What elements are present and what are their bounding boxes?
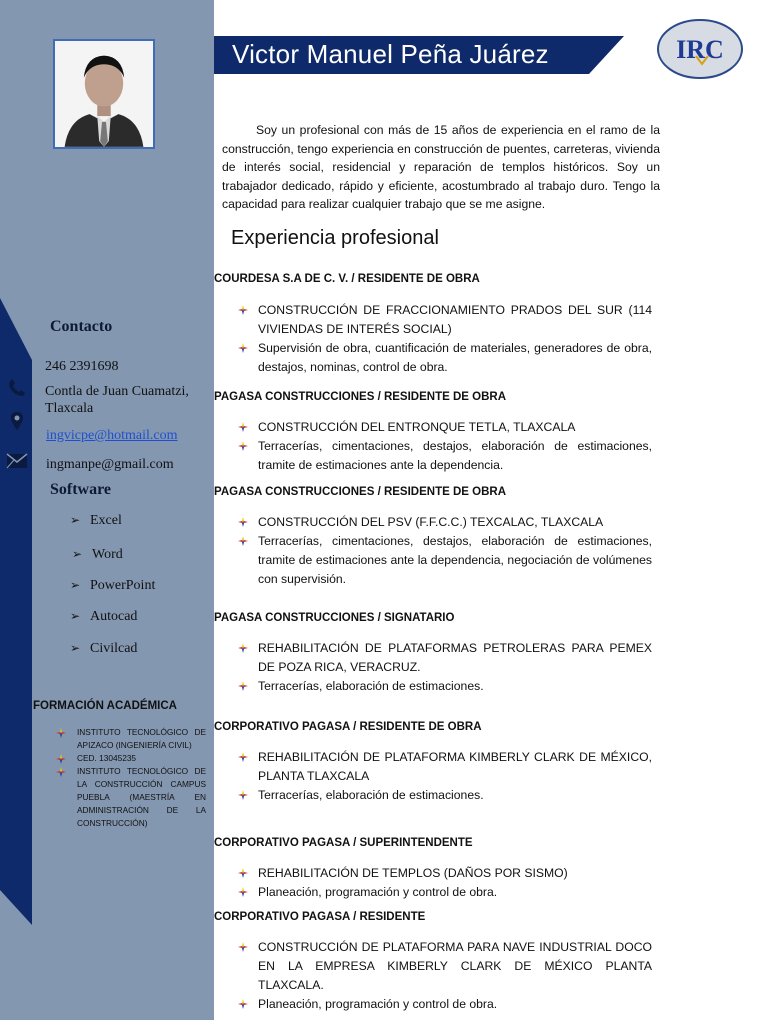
person-silhouette-icon <box>55 41 153 147</box>
education-item: INSTITUTO TECNOLÓGICO DE APIZACO (INGENIERÍA CIVIL) <box>56 726 206 752</box>
profile-summary: Soy un profesional con más de 15 años de experiencia en el ramo de la construcción, tengo experiencia en construcción de puentes, carreteras, vivienda de interés social, residencial y reparación de templos históricos. Soy un trabajador dedicado, rápido y eficiente, acostumbrado al trabajo duro. Tengo la capacidad para realizar cualquier trabajo que se me asigne. <box>222 123 660 212</box>
software-item: ➢ Autocad <box>70 609 138 624</box>
diamond-bullet-icon <box>238 681 248 691</box>
candidate-name: Victor Manuel Peña Juárez <box>232 39 549 69</box>
job-duty: Terracerías, elaboración de estimaciones. <box>238 786 652 805</box>
diamond-bullet-icon <box>238 868 248 878</box>
job-duty: Supervisión de obra, cuantificación de materiales, generadores de obra, destajos, nominas, control de obra. <box>238 339 652 377</box>
location-pin-icon <box>6 410 28 432</box>
sidebar-navy-stripe <box>0 0 214 1020</box>
job-duties-list <box>238 748 652 805</box>
contact-address: Contla de Juan Cuamatzi, Tlaxcala <box>45 384 189 416</box>
phone-icon <box>6 376 28 398</box>
job-duty: Terracerías, cimentaciones, destajos, elaboración de estimaciones, tramite de estimaciones ante la dependencia. <box>238 437 652 475</box>
job-duties-list <box>238 418 652 475</box>
diamond-bullet-icon <box>56 767 66 777</box>
job-title: CORPORATIVO PAGASA / SUPERINTENDENTE <box>214 837 473 849</box>
job-duties-list <box>238 639 652 696</box>
software-heading: Software <box>50 481 112 498</box>
job-title: PAGASA CONSTRUCCIONES / SIGNATARIO <box>214 612 455 624</box>
job-duty: Planeación, programación y control de obra. <box>238 995 652 1014</box>
logo-text: IRC <box>676 35 724 64</box>
diamond-bullet-icon <box>238 887 248 897</box>
diamond-bullet-icon <box>238 752 248 762</box>
job-duty: REHABILITACIÓN DE PLATAFORMAS PETROLERAS PARA PEMEX DE POZA RICA, VERACRUZ. <box>238 639 652 677</box>
arrow-bullet-icon: ➢ <box>70 578 81 592</box>
job-duties-list <box>238 513 652 589</box>
education-list <box>56 726 206 830</box>
diamond-bullet-icon <box>56 728 66 738</box>
company-logo <box>656 18 744 80</box>
software-item: ➢ Excel <box>70 513 122 528</box>
arrow-bullet-icon: ➢ <box>70 513 81 527</box>
job-duty: CONSTRUCCIÓN DEL PSV (F.F.C.C.) TEXCALAC, TLAXCALA <box>238 513 652 532</box>
diamond-bullet-icon <box>238 517 248 527</box>
job-duty: Planeación, programación y control de obra. <box>238 883 652 902</box>
arrow-bullet-icon: ➢ <box>70 641 81 655</box>
mail-icon <box>6 450 28 472</box>
arrow-bullet-icon: ➢ <box>72 547 83 561</box>
diamond-bullet-icon <box>238 441 248 451</box>
job-duty: REHABILITACIÓN DE PLATAFORMA KIMBERLY CLARK DE MÉXICO, PLANTA TLAXCALA <box>238 748 652 786</box>
education-item: INSTITUTO TECNOLÓGICO DE LA CONSTRUCCIÓN CAMPUS PUEBLA (MAESTRÍA EN ADMINISTRACIÓN DE LA CONSTRUCCIÓN) <box>56 765 206 830</box>
education-item: CED. 13045235 <box>56 752 206 765</box>
job-duty: Terracerías, cimentaciones, destajos, elaboración de estimaciones, tramite de estimaciones ante la dependencia, negociación de volúmenes con supervisión. <box>238 532 652 589</box>
job-title: CORPORATIVO PAGASA / RESIDENTE <box>214 911 426 923</box>
job-duties-list <box>238 301 652 377</box>
arrow-bullet-icon: ➢ <box>70 609 81 623</box>
job-duty: CONSTRUCCIÓN DEL ENTRONQUE TETLA, TLAXCALA <box>238 418 652 437</box>
diamond-bullet-icon <box>238 790 248 800</box>
job-title: PAGASA CONSTRUCCIONES / RESIDENTE DE OBRA <box>214 391 506 403</box>
software-item: ➢ Civilcad <box>70 641 138 656</box>
job-duty: CONSTRUCCIÓN DE PLATAFORMA PARA NAVE INDUSTRIAL DOCO EN LA EMPRESA KIMBERLY CLARK DE MÉXICO PLANTA TLAXCALA. <box>238 938 652 995</box>
job-title: PAGASA CONSTRUCCIONES / RESIDENTE DE OBRA <box>214 486 506 498</box>
diamond-bullet-icon <box>56 754 66 764</box>
job-duties-list <box>238 938 652 1014</box>
diamond-bullet-icon <box>238 999 248 1009</box>
contact-phone: 246 2391698 <box>45 359 119 374</box>
profile-photo <box>53 39 155 149</box>
job-title: COURDESA S.A DE C. V. / RESIDENTE DE OBRA <box>214 273 480 285</box>
diamond-bullet-icon <box>238 305 248 315</box>
education-heading: FORMACIÓN ACADÉMICA <box>33 700 177 712</box>
contact-email-secondary: ingmanpe@gmail.com <box>46 457 174 472</box>
job-duties-list <box>238 864 652 902</box>
software-item: ➢ Word <box>72 547 123 562</box>
experience-heading: Experiencia profesional <box>231 227 439 249</box>
job-duty: Terracerías, elaboración de estimaciones. <box>238 677 652 696</box>
job-duty: REHABILITACIÓN DE TEMPLOS (DAÑOS POR SISMO) <box>238 864 652 883</box>
job-duty: CONSTRUCCIÓN DE FRACCIONAMIENTO PRADOS DEL SUR (114 VIVIENDAS DE INTERÉS SOCIAL) <box>238 301 652 339</box>
diamond-bullet-icon <box>238 343 248 353</box>
diamond-bullet-icon <box>238 536 248 546</box>
contact-heading: Contacto <box>50 318 113 335</box>
diamond-bullet-icon <box>238 422 248 432</box>
job-title: CORPORATIVO PAGASA / RESIDENTE DE OBRA <box>214 721 482 733</box>
diamond-bullet-icon <box>238 643 248 653</box>
diamond-bullet-icon <box>238 942 248 952</box>
software-item: ➢ PowerPoint <box>70 578 156 593</box>
contact-email-primary-link[interactable]: ingvicpe@hotmail.com <box>46 428 178 443</box>
